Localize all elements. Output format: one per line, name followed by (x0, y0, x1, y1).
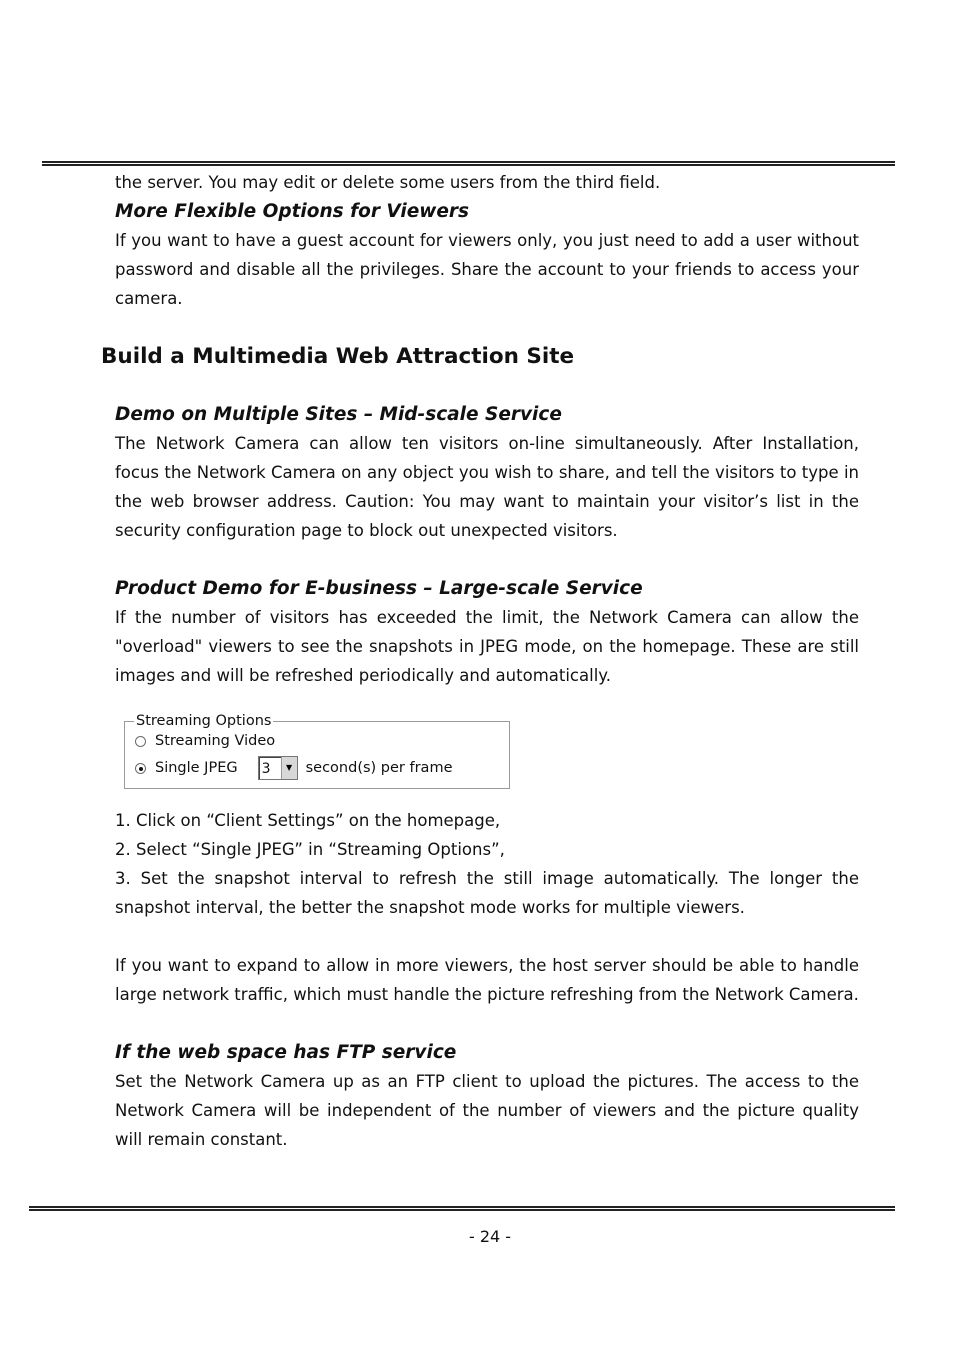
radio-single-jpeg[interactable] (135, 763, 146, 774)
streaming-options-figure (115, 690, 859, 806)
interval-select[interactable] (258, 756, 298, 780)
streaming-options-legend: Streaming Options (136, 713, 272, 729)
subheading-flexible-options: More Flexible Options for Viewers (115, 201, 470, 222)
step-2: 2. Select “Single JPEG” in “Streaming Options”, (115, 840, 505, 859)
page-number: - 24 - (468, 1227, 512, 1246)
section-title: Build a Multimedia Web Attraction Site (101, 344, 575, 369)
paragraph-expand-viewers: If you want to expand to allow in more viewers, the host server should be able to handle large network traffic, which must handle the picture refreshing from the Network Camera. (115, 956, 859, 1004)
paragraph-server-users: the server. You may edit or delete some users from the third field. (115, 173, 661, 192)
interval-select-value: 3 (261, 761, 271, 777)
paragraph-ftp-service: Set the Network Camera up as an FTP client to upload the pictures. The access to the Network Camera will be independent of the number of viewers and the picture quality will remain constant. (115, 1072, 859, 1149)
subheading-ftp-service: If the web space has FTP service (115, 1042, 457, 1063)
step-3: 3. Set the snapshot interval to refresh the still image automatically. The longer the snapshot interval, the better the snapshot mode works for multiple viewers. (115, 869, 859, 917)
footer-rule (29, 1206, 895, 1211)
streaming-options-group (124, 713, 510, 789)
header-rule (42, 161, 895, 166)
paragraph-demo-multiple-sites: The Network Camera can allow ten visitors on-line simultaneously. After Installation, focus the Network Camera on any object you wish to share, and tell the visitors to type in the web browser address. Caution: You may want to maintain your visitor’s list in the security configuration page to block out unexpected visitors. (115, 434, 859, 540)
subheading-demo-multiple-sites: Demo on Multiple Sites – Mid-scale Service (115, 404, 562, 425)
paragraph-product-demo: If the number of visitors has exceeded the limit, the Network Camera can allow the "overload" viewers to see the snapshots in JPEG mode, on the homepage. These are still images and will be refreshed periodically and automatically. (115, 608, 859, 685)
option-streaming-video-label: Streaming Video (155, 733, 276, 749)
page-content (101, 168, 859, 1154)
interval-unit-label: second(s) per frame (305, 760, 453, 776)
subheading-product-demo: Product Demo for E-business – Large-scale Service (115, 578, 643, 599)
option-streaming-video[interactable] (135, 732, 275, 750)
option-single-jpeg-label: Single JPEG (155, 760, 238, 776)
paragraph-flexible-options: If you want to have a guest account for viewers only, you just need to add a user without password and disable all the privileges. Share the account to your friends to access your camera. (115, 231, 859, 308)
chevron-down-icon[interactable]: ▼ (281, 757, 297, 779)
step-1: 1. Click on “Client Settings” on the homepage, (115, 811, 501, 830)
option-single-jpeg[interactable] (135, 756, 453, 780)
radio-streaming-video[interactable] (135, 736, 146, 747)
